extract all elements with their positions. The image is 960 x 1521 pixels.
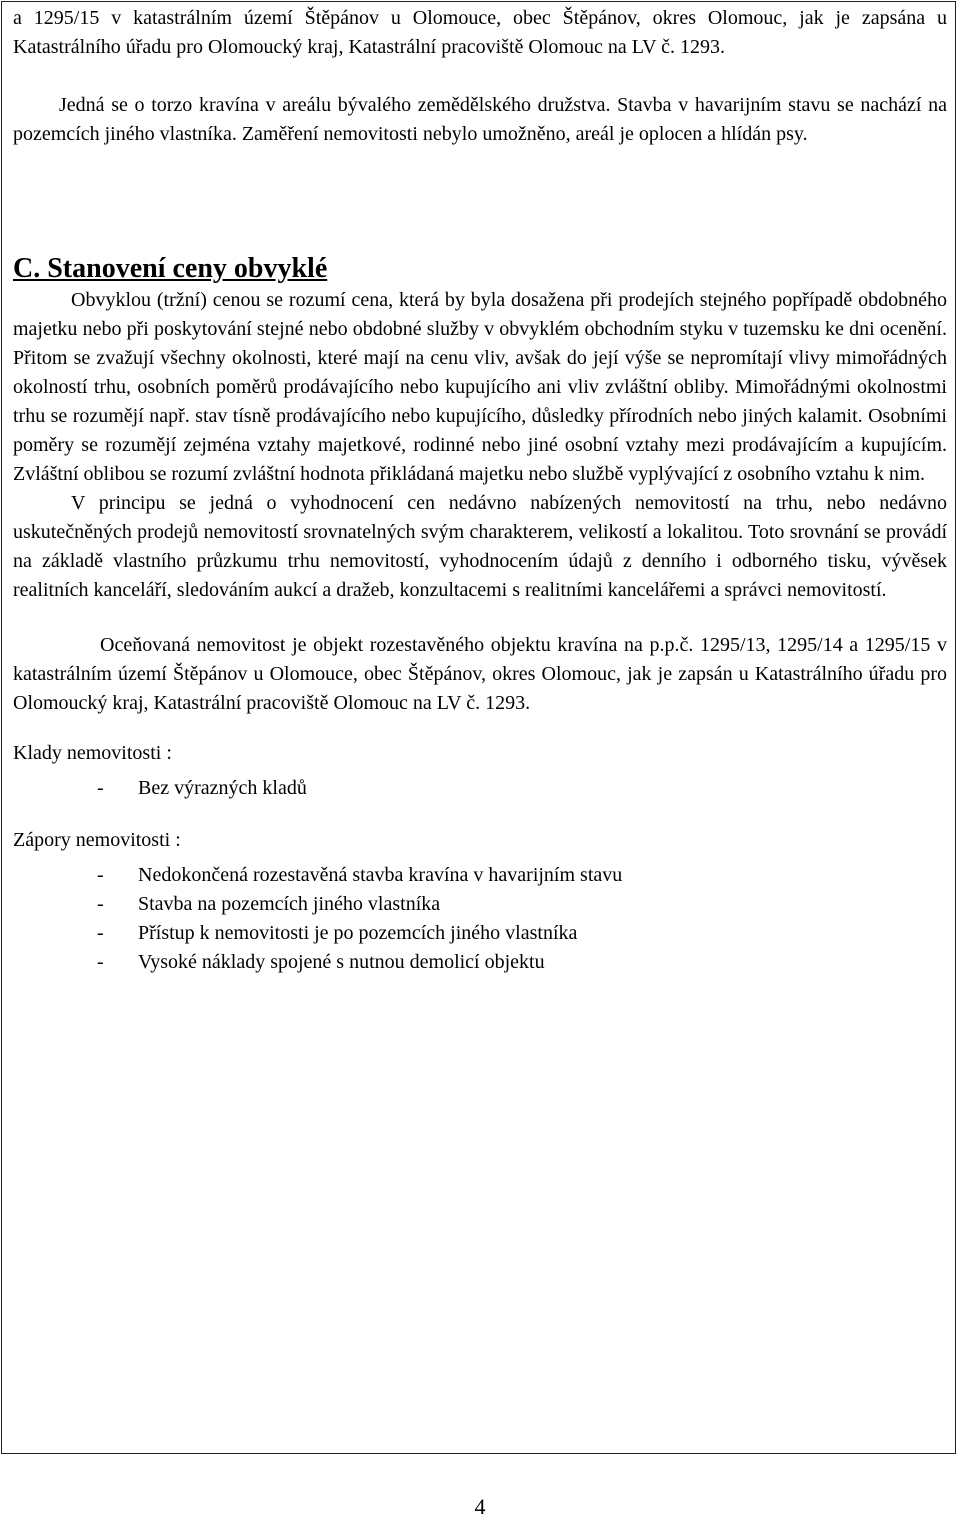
intro-paragraph: a 1295/15 v katastrálním území Štěpánov u Olomouce, obec Štěpánov, okres Olomouc, jak je zapsána u Katastrálního úřadu pro Olomoucký kraj, Katastrální pracoviště Olomouc na LV č. 1293. xyxy=(13,7,947,58)
page-number: 4 xyxy=(474,1494,486,1519)
list-item: - Stavba na pozemcích jiného vlastníka xyxy=(13,890,947,919)
principle-paragraph: V principu se jedná o vyhodnocení cen nedávno nabízených nemovitostí na trhu, nebo nedávno uskutečněných prodejů nemovitostí srovnatelných svým charakterem, velikostí a lokalitou. Toto srovnání se provádí na základě vlastního průzkumu trhu nemovitostí, vyhodnocením údajů z denního i odborného tisku, vývěsek realitních kanceláří, sledováním aukcí a dražeb, konzultacemi s realitními kancelářemi a správci nemovitostí. xyxy=(13,492,947,601)
list-item: - Vysoké náklady spojené s nutnou demolicí objektu xyxy=(13,948,947,977)
pros-list xyxy=(13,774,947,803)
definition-paragraph: Obvyklou (tržní) cenou se rozumí cena, která by byla dosažena při prodejích stejného popřípadě obdobného majetku nebo při poskytování stejné nebo obdobné služby v obvyklém obchodním styku v tuzemsku ke dni ocenění. Přitom se zvažují všechny okolnosti, které mají na cenu vliv, avšak do její výše se nepromítají vlivy mimořádných okolností trhu, osobních poměrů prodávajícího nebo kupujícího ani vliv zvláštní obliby. Mimořádnými okolnostmi trhu se rozumějí např. stav tísně prodávajícího nebo kupujícího, důsledky přírodních nebo jiných kalamit. Osobními poměry se rozumějí zejména vztahy majetkové, rodinné nebo jiné osobní vztahy mezi prodávajícím a kupujícím. Zvláštní oblibou se rozumí zvláštní hodnota přikládaná majetku nebo službě vyplývající z osobního vztahu k nim. xyxy=(13,289,947,485)
section-heading: C. Stanovení ceny obvyklé xyxy=(13,253,328,284)
list-item: - Bez výrazných kladů xyxy=(13,774,947,803)
valued-property-paragraph: Oceňovaná nemovitost je objekt rozestavěného objektu kravína na p.p.č. 1295/13, 1295/14 a 1295/15 v katastrálním území Štěpánov u Olomouce, obec Štěpánov, okres Olomouc, jak je zapsán u Katastrálního úřadu pro Olomoucký kraj, Katastrální pracoviště Olomouc na LV č. 1293. xyxy=(13,634,947,714)
list-item: - Přístup k nemovitosti je po pozemcích jiného vlastníka xyxy=(13,919,947,948)
pros-label: Klady nemovitosti : xyxy=(13,742,172,764)
torso-paragraph: Jedná se o torzo kravína v areálu bývalého zemědělského družstva. Stavba v havarijním stavu se nachází na pozemcích jiného vlastníka. Zaměření nemovitosti nebylo umožněno, areál je oplocen a hlídán psy. xyxy=(13,94,947,145)
list-item: - Nedokončená rozestavěná stavba kravína v havarijním stavu xyxy=(13,861,947,890)
cons-label: Zápory nemovitosti : xyxy=(13,829,181,851)
document-body xyxy=(13,4,947,977)
cons-list xyxy=(13,861,947,977)
